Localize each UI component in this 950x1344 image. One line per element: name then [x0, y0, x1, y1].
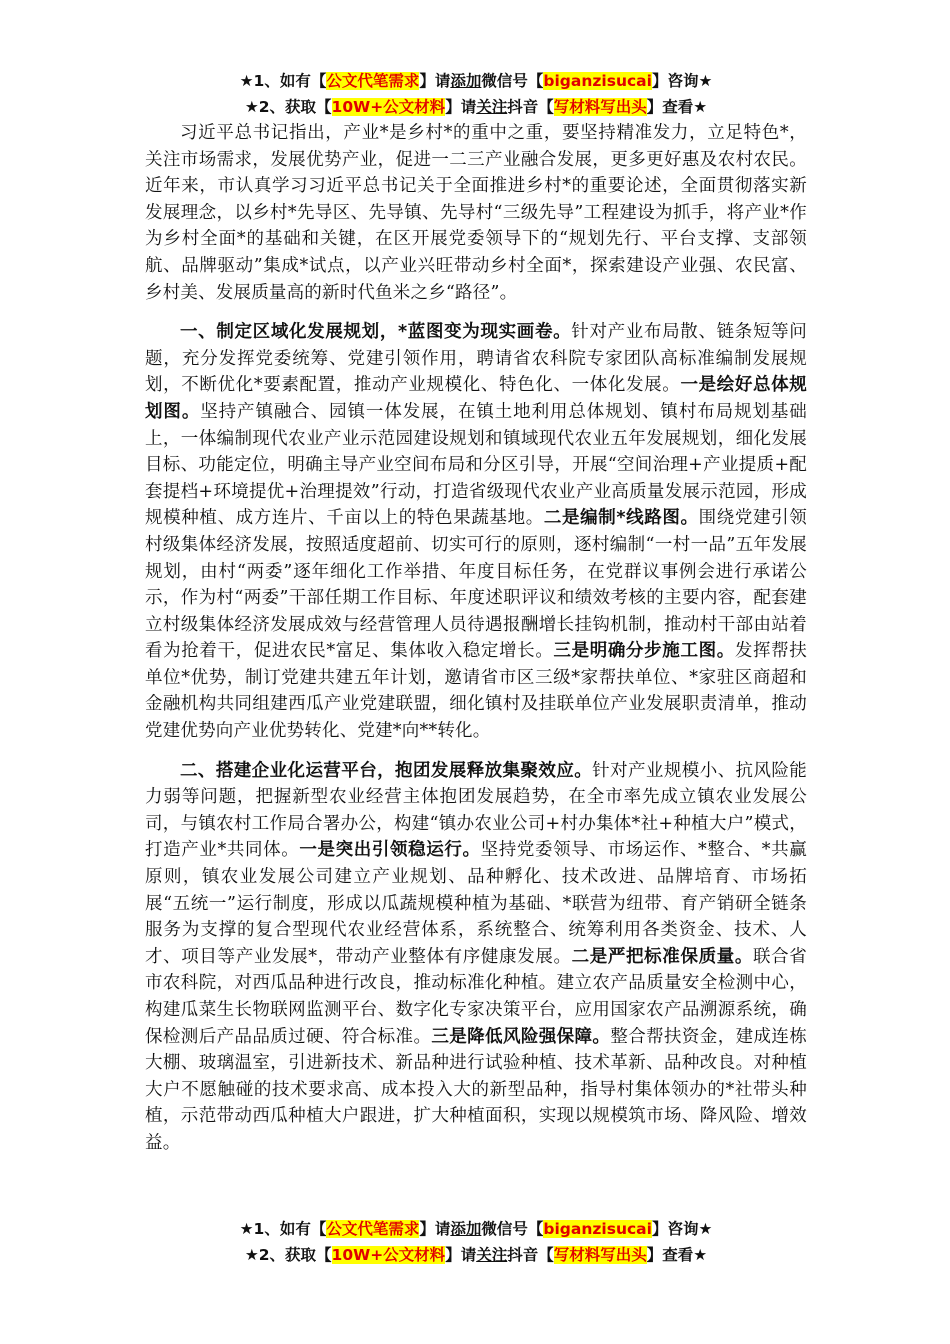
- banner-text: ★2、获取【: [244, 1246, 332, 1264]
- section-1-text: 发挥帮扶单位*优势，制订党建共建五年计划，邀请省市区三级*家帮扶单位、*家驻区商超和金融机构共同组建西瓜产业党建联盟，细化镇村及挂联单位产业发展职责清单，推动党建优势向产业优势转化、党建*向**转化。: [145, 641, 807, 742]
- header-banner: [145, 68, 807, 120]
- banner-text: 】请: [419, 1220, 451, 1238]
- banner-text: 微信号【: [481, 1220, 544, 1238]
- banner-underline: 关注: [476, 98, 508, 116]
- banner-highlight: 写材料写出头: [553, 98, 647, 116]
- banner-underline: 添加: [450, 72, 482, 90]
- banner-highlight: biganzisucai: [543, 1220, 652, 1238]
- section-1-text: 针对产业布局散、链条短等问题，充分发挥党委统筹、党建引领作用，聘请省农科院专家团队高标准编制发展规划，不断优化*要素配置，推动产业规模化、特色化、一体化发展。: [145, 322, 807, 396]
- banner-text: 】咨询★: [651, 72, 713, 90]
- banner-highlight: 10W+公文材料: [331, 98, 446, 116]
- section-1-subheading-1: 一是绘好总体规划图。: [145, 375, 807, 422]
- section-2-heading: 二、搭建企业化运营平台，抱团发展释放集聚效应。: [180, 760, 593, 781]
- section-1-text: 坚持产镇融合、园镇一体发展，在镇土地利用总体规划、镇村布局规划基础上，一体编制现代农业产业示范园建设规划和镇域现代农业五年发展规划，细化发展目标、功能定位，明确主导产业空间布局和分区引导，开展“空间治理+产业提质+配套提档+环境提优+治理提效”行动，打造省级现代农业产业高质量发展示范园，形成规模种植、成方连片、千亩以上的特色果蔬基地。: [145, 401, 807, 529]
- banner-line-1: [145, 1216, 807, 1242]
- section-2-subheading-3: 三是降低风险强保障。: [431, 1026, 611, 1047]
- banner-text: ★1、如有【: [239, 1220, 327, 1238]
- banner-highlight: 写材料写出头: [553, 1246, 647, 1264]
- section-2-text: 联合省市农科院，对西瓜品种进行改良，推动标准化种植。建立农产品质量安全检测中心，构建瓜菜生长物联网监测平台、数字化专家决策平台，应用国家农产品溯源系统，确保检测后产品品质过硬、符合标准。: [145, 946, 807, 1047]
- banner-text: 】请: [445, 98, 477, 116]
- banner-highlight: biganzisucai: [543, 72, 652, 90]
- banner-highlight: 公文代笔需求: [326, 1220, 420, 1238]
- banner-text: 抖音【: [507, 98, 554, 116]
- section-2-text: 坚持党委领导、市场运作、*整合、*共赢原则，镇农业发展公司建立产业规划、品种孵化、技术改进、品牌培育、市场拓展“五统一”运行制度，形成以瓜蔬规模种植为基础、*联营为纽带、育产销研全链条服务为支撑的复合型现代农业经营体系，系统整合、统筹利用各类资金、技术、人才、项目等产业发展*，带动产业整体有序健康发展。: [145, 840, 807, 967]
- banner-highlight: 公文代笔需求: [326, 72, 420, 90]
- banner-text: 】查看★: [646, 1246, 708, 1264]
- intro-paragraph: 习近平总书记指出，产业*是乡村*的重中之重，要坚持精准发力，立足特色*，关注市场需求，发展优势产业，促进一二三产业融合发展，更多更好惠及农村农民。近年来，市认真学习习近平总书记关于全面推进乡村*的重要论述，全面贯彻落实新发展理念，以乡村*先导区、先导镇、先导村“三级先导”工程建设为抓手，将产业*作为乡村全面*的基础和关键，在区开展党委领导下的“规划先行、平台支撑、支部领航、品牌驱动”集成*试点，以产业兴旺带动乡村全面*，探索建设产业强、农民富、乡村美、发展质量高的新时代鱼米之乡“路径”。: [145, 123, 807, 303]
- banner-highlight: 10W+公文材料: [331, 1246, 446, 1264]
- section-2-subheading-1: 一是突出引领稳运行。: [299, 840, 481, 861]
- section-1-subheading-3: 三是明确分步施工图。: [553, 641, 735, 662]
- section-1-text: 围绕党建引领村级集体经济发展，按照适度超前、切实可行的原则，逐村编制“一村一品”五年发展规划，由村“两委”逐年细化工作举措、年度目标任务，在党群议事例会进行承诺公示，作为村“两委”干部任期工作目标、年度述职评议和绩效考核的主要内容，配套建立村级集体经济发展成效与经营管理人员待遇报酬增长挂钩机制，推动村干部由站着看为抢着干，促进农民*富足、集体收入稳定增长。: [145, 508, 807, 662]
- banner-text: 】查看★: [646, 98, 708, 116]
- banner-line-1: [145, 68, 807, 94]
- footer-banner: [145, 1216, 807, 1268]
- section-1-subheading-2: 二是编制*线路图。: [543, 508, 699, 529]
- banner-line-2: [145, 94, 807, 120]
- section-2-text: 针对产业规模小、抗风险能力弱等问题，把握新型农业经营主体抱团发展趋势，在全市率先成立镇农业发展公司，与镇农村工作局合署办公，构建“镇办农业公司+村办集体*社+种植大户”模式，打造产业*共同体。: [145, 760, 807, 861]
- banner-underline: 添加: [450, 1220, 482, 1238]
- section-2-text: 整合帮扶资金，建成连栋大棚、玻璃温室，引进新技术、新品种进行试验种植、技术革新、品种改良。对种植大户不愿触碰的技术要求高、成本投入大的新型品种，指导村集体领办的*社带头种植，示范带动西瓜种植大户跟进，扩大种植面积，实现以规模筑市场、降风险、增效益。: [145, 1026, 808, 1153]
- section-1-heading: 一、制定区域化发展规划，*蓝图变为现实画卷。: [180, 322, 572, 343]
- section-2-subheading-2: 二是严把标准保质量。: [571, 946, 754, 967]
- banner-text: 】咨询★: [651, 1220, 713, 1238]
- banner-text: ★1、如有【: [239, 72, 327, 90]
- banner-text: 】请: [445, 1246, 477, 1264]
- banner-text: 】请: [419, 72, 451, 90]
- banner-text: 抖音【: [507, 1246, 554, 1264]
- document-page: [145, 68, 807, 1157]
- banner-underline: 关注: [476, 1246, 508, 1264]
- banner-text: 微信号【: [481, 72, 544, 90]
- section-1-paragraph: [145, 319, 807, 745]
- banner-text: ★2、获取【: [244, 98, 332, 116]
- section-2-paragraph: [145, 758, 807, 1157]
- banner-line-2: [145, 1242, 807, 1268]
